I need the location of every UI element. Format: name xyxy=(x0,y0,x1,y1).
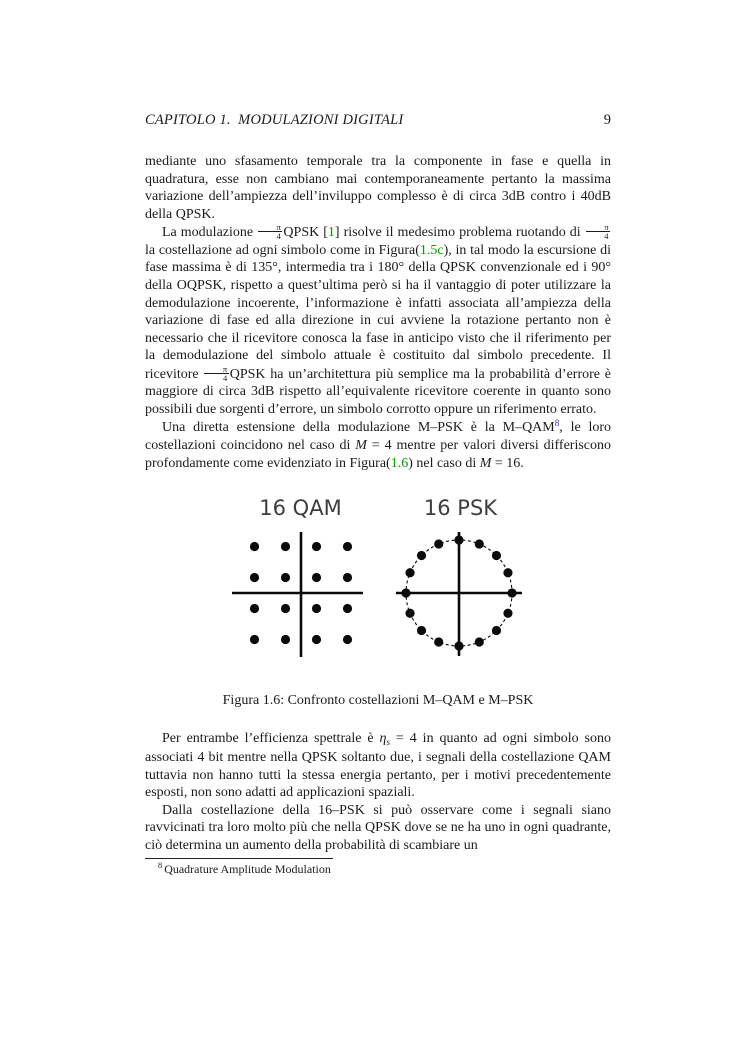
text-run: La modulazione xyxy=(162,225,258,241)
figure-1-6 xyxy=(145,497,611,710)
paragraph xyxy=(145,730,611,801)
psk-constellation-plot xyxy=(391,529,531,664)
text-run: = 4 mentre per valori diversi differiscono profondamente come evidenziato in Figura( xyxy=(145,438,612,471)
text-run: la costellazione ad ogni simbolo come in Figura( xyxy=(145,242,420,258)
text-run: , le loro costellazioni coincidono nel caso di xyxy=(145,419,611,454)
figure-1-6-ref-link[interactable]: 1.6 xyxy=(390,455,409,471)
paragraph xyxy=(145,223,611,418)
text-run: Dalla costellazione della 16–PSK si può osservare come i segnali siano ravvicinati tra loro molto più che nella QPSK dove se ne ha uno in ogni quadrante, ciò determina un aumento della probabilità di scambiare un xyxy=(145,802,611,853)
paragraph xyxy=(145,153,611,223)
text-run: QPSK ha un’architettura più semplice ma la probabilità d’errore è maggiore di circa 3dB rispetto all’equivalente ricevitore coerente in quanto sono possibili due sorgenti d’errore, un simbolo corrotto oppure un riferimento errato. xyxy=(145,366,611,417)
text-run: Per entrambe l’efficienza spettrale è xyxy=(162,731,380,747)
footnote-marker: 8 xyxy=(158,861,163,871)
text-run: s xyxy=(386,736,390,747)
footnote-8-ref-link[interactable]: 8 xyxy=(554,418,560,429)
page-number: 9 xyxy=(603,112,611,128)
pi-over-4-fraction: $\frac{\pi}{4}$ xyxy=(258,223,282,240)
text-run: ] risolve il medesimo problema ruotando di xyxy=(334,225,585,241)
constellation-panels xyxy=(145,497,611,664)
figure-caption: Figura 1.6: Confronto costellazioni M–QAM e M–PSK xyxy=(222,693,534,709)
footnote-block xyxy=(145,858,611,878)
footnote-rule xyxy=(145,858,333,859)
text-run: ), in tal modo la escursione di fase massima è di 135°, intermedia tra i 180° della QPSK convenzionale ed i 90° della OQPSK, rispetto a quest’ultima però si ha il vantaggio di poter utilizzare la demodulazione incoerente, l’informazione è infatti associata all’ampiezza della variazione di fase ed alla direzione in cui avviene la rotazione pertanto non è necessario che il ricevitore conosca la fase in anticipo visto che il riferimento per la demodulazione del simbolo attuale è costituito dal simbolo precedente. Il ricevitore xyxy=(145,242,611,382)
text-run: M xyxy=(355,438,367,454)
text-run: = 16. xyxy=(491,455,524,471)
figure-1-5c-ref-link[interactable]: 1.5c xyxy=(419,242,444,258)
body-text xyxy=(145,153,611,878)
qam-label: 16 QAM xyxy=(259,496,342,521)
footnote-label: Quadrature Amplitude Modulation xyxy=(164,861,331,876)
paragraphs-before-figure xyxy=(145,153,611,472)
chapter-heading: CAPITOLO 1. MODULAZIONI DIGITALI xyxy=(145,112,404,128)
page-header xyxy=(145,112,611,129)
psk-constellation-panel xyxy=(391,497,531,664)
text-run: QPSK [ xyxy=(283,225,328,241)
text-run: Una diretta estensione della modulazione M–PSK è la M–QAM xyxy=(162,419,555,435)
citation-1-link[interactable]: 1 xyxy=(327,225,335,241)
qam-constellation-plot xyxy=(226,529,376,664)
text-run: M xyxy=(479,455,492,471)
text-run: = 4 in quanto ad ogni simbolo sono associati 4 bit mentre nella QPSK soltanto due, i segnali della costellazione QAM tuttavia non hanno tutti la stessa energia pertanto, per i motivi precedentemente esposti, non sono adatti ad applicazioni spaziali. xyxy=(145,731,611,801)
paragraphs-after-figure xyxy=(145,730,611,854)
text-run: η xyxy=(379,731,387,747)
paragraph xyxy=(145,802,611,855)
paragraph xyxy=(145,419,611,473)
pi-over-4-fraction: $\frac{\pi}{4}$ xyxy=(204,365,228,382)
footnote-text xyxy=(145,862,611,878)
qam-constellation-panel xyxy=(226,497,376,664)
psk-label: 16 PSK xyxy=(423,496,498,521)
pi-over-4-fraction: $\frac{\pi}{4}$ xyxy=(586,223,610,240)
text-run: mediante uno sfasamento temporale tra la componente in fase e quella in quadratura, esse non cambiano mai contemporaneamente pertanto la massima variazione dell’ampiezza dell’inviluppo complesso è di circa 3dB contro i 40dB della QPSK. xyxy=(145,154,611,222)
text-run: ) nel caso di xyxy=(408,455,480,471)
